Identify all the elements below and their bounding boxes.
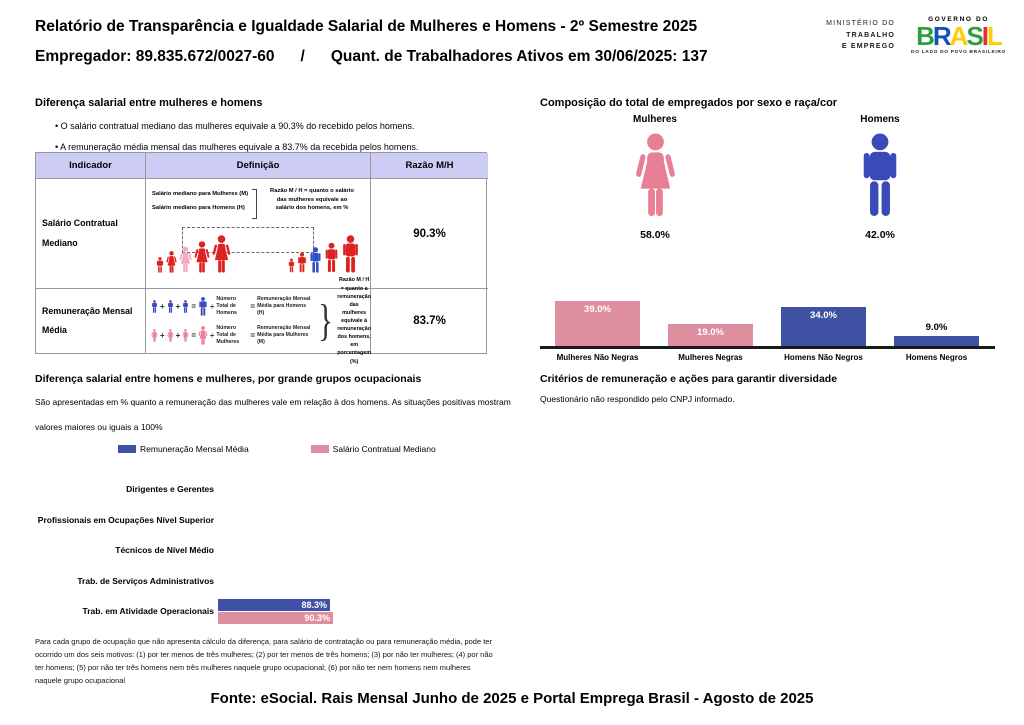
ministry-line: E EMPREGO [841,43,896,51]
gov-brasil-letter: R [932,21,950,51]
bar-median-salary: 90.3% [218,612,333,624]
category-label: Profissionais em Ocupações Nível Superior [37,514,214,525]
women-label: Mulheres [633,114,677,125]
men-pictogram [780,114,980,241]
table-header-indicator: Indicador [36,153,146,179]
men-total-label: Número Total de Homens [216,296,237,317]
women-percentage: 58.0% [640,229,670,241]
category-label: Homens Negros [905,353,968,362]
bar-value-label: 39.0% [584,304,611,315]
chart-row [35,566,513,597]
median-women-label: Salário mediano para Mulheres (M) [152,191,248,197]
table-header-definition: Definição [146,153,371,179]
chart-row [35,596,513,627]
person-icon [182,300,189,313]
legend-item-average-pay [118,444,249,454]
category-label: Mulheres Negras [678,353,743,362]
legend-label: Remuneração Mensal Média [140,444,249,454]
ministry-line: MINISTÉRIO DO [826,20,896,28]
median-men-label: Salário mediano para Homens (H) [152,204,245,211]
person-icon [151,329,158,342]
row2-definition-note: Razão M / H = quanto a remuneração das mulheres equivale à remuneração dos homens, em porcentagem (%) [337,277,372,365]
equals-operator: = [191,330,197,340]
occupational-legend [118,444,436,454]
ministry-line: TRABALHO [846,31,896,39]
person-icon [194,241,210,273]
median-comparison-illustration [152,225,366,277]
legend-item-median-salary [311,444,436,454]
table-header-ratio: Razão M/H [371,153,488,179]
equals-operator: = [191,302,197,312]
person-icon [324,242,339,273]
plus-operator: + [175,302,181,312]
legend-swatch-blue [118,445,136,453]
row2-ratio-value: 83.7% [413,315,446,327]
category-label: Dirigentes e Gerentes [126,484,214,495]
person-icon [198,326,208,345]
equals-operator: = [250,330,256,340]
female-icon [633,133,678,217]
row2-definition [146,277,372,365]
operational-bars [218,599,333,624]
category-label: Técnicos de Nível Médio [115,545,214,556]
plus-operator: + [160,302,165,312]
source-footer: Fonte: eSocial. Rais Mensal Junho de 2025 e Portal Emprega Brasil - Agosto de 2025 [210,690,814,707]
row1-ratio-value: 90.3% [371,179,488,289]
women-average-formula [151,325,313,346]
gov-brasil-letter: I [981,21,988,51]
person-icon-median-woman [179,246,192,273]
bar-column-men-nonblack [781,307,866,346]
women-result-label: Remuneração Mensal Média para Mulheres (M) [257,324,311,345]
plus-operator: + [175,330,181,340]
chart-row [35,474,513,505]
indicator-table [35,152,487,365]
diversity-text: Questionário não respondido pelo CNPJ informado. [540,394,735,404]
page-title: Relatório de Transparência e Igualdade Salarial de Mulheres e Homens - 2º Semestre 2025 [35,18,698,35]
section-heading-salary-gap: Diferença salarial entre mulheres e homens [35,97,263,109]
section-heading-composition: Composição do total de empregados por sexo e raça/cor [540,97,838,109]
gov-brasil-letter: B [916,21,933,51]
bar-value-label: 19.0% [697,327,724,338]
brace-shape: } [318,296,334,346]
person-icon [182,329,189,342]
men-label: Homens [860,114,900,125]
plus-operator: + [160,330,165,340]
women-total-label: Número Total de Mulheres [216,324,240,345]
men-result-label: Remuneração Mensal Média para Homens (H) [257,296,311,317]
category-label: Trab. em Atividade Operacionais [82,606,214,617]
person-icon [198,297,208,316]
employer-id: Empregador: 89.835.672/0027-60 [35,48,275,65]
bullet-median-salary: • O salário contratual mediano das mulheres equivale a 90.3% do recebido pelos homens. [55,116,418,137]
gov-logo-top-text: GOVERNO DO [928,16,989,23]
bullet-average-pay: • A remuneração média mensal das mulheres equivale a 83.7% da recebida pelos homens. [55,137,418,158]
gov-brasil-logo [911,16,1006,55]
bar-value-label: 9.0% [925,322,948,333]
occupational-bar-chart [35,474,513,627]
category-label: Homens Não Negros [784,353,863,362]
person-icon [341,235,360,273]
legend-swatch-pink [311,445,329,453]
row1-definition-note: Razão M / H = quanto o salário das mulheres equivale ao salário dos homens, em % [270,188,354,212]
subtitle-separator: / [300,48,305,65]
divide-operator: ÷ [210,330,215,340]
person-icon [167,300,174,313]
category-label: Mulheres Não Negras [556,353,639,362]
person-icon [288,258,295,273]
person-icon [297,252,307,273]
section-heading-diversity: Critérios de remuneração e ações para garantir diversidade [540,373,838,385]
bar-value-label: 34.0% [810,310,837,321]
men-average-formula [151,296,313,317]
person-icon [151,300,158,313]
equals-operator: = [250,302,256,312]
person-icon [166,251,177,273]
chart-row [35,535,513,566]
chart-row [35,505,513,536]
bar-average-pay: 88.3% [218,599,330,611]
gov-brasil-letter: A [949,21,967,51]
divide-operator: ÷ [210,302,215,312]
bar-column-women-black [668,324,753,346]
gov-brasil-letter: L [987,21,1001,51]
occupational-description: São apresentadas em % quanto a remuneração das mulheres vale em relação à dos homens. As situações positivas mostram valores maiores ou iguais a 100% [35,397,511,432]
person-icon [212,235,231,273]
legend-label: Salário Contratual Mediano [332,444,436,454]
men-percentage: 42.0% [865,229,895,241]
ministry-logo [826,18,895,53]
male-icon [859,133,901,217]
row1-indicator: Salário Contratual Mediano [36,179,146,289]
category-label: Trab. de Serviços Administrativos [77,575,214,586]
gov-brasil-letters [911,21,1006,51]
composition-bar-chart [540,280,995,362]
x-axis-line [540,346,995,349]
gender-pictograms [540,114,995,241]
person-icon [167,329,174,342]
header-logos [826,16,1006,55]
person-icon [156,257,164,273]
row2-indicator: Remuneração Mensal Média [36,289,146,353]
gov-logo-tagline: DO LADO DO POVO BRASILEIRO [911,49,1006,55]
occupational-footnote: Para cada grupo de ocupação que não apresenta cálculo da diferença, para salário de contratação ou para remuneração média, pode ter ocorrido um dos seis motivos: (1) por ter menos de três mulheres; (2) por ter menos de três homens; (3) por não ter mulheres; (4) por não ter homens; (5) por não ter três homens nem três mulheres naquele grupo ocupacional; (6) por não ter nem homens nem mulheres naquele grupo ocupacional [35,637,493,685]
gov-brasil-letter: S [966,21,982,51]
section-heading-occupational: Diferença salarial entre homens e mulheres, por grande grupos ocupacionais [35,373,422,385]
page-subtitle [35,48,708,66]
bar-column-men-black [894,322,979,346]
bracket-shape [252,189,257,219]
row1-definition [146,179,371,289]
person-icon-median-man [309,247,322,273]
active-workers-count: Quant. de Trabalhadores Ativos em 30/06/2025: 137 [330,48,708,65]
women-pictogram [555,114,755,241]
bar-column-women-nonblack [555,301,640,346]
